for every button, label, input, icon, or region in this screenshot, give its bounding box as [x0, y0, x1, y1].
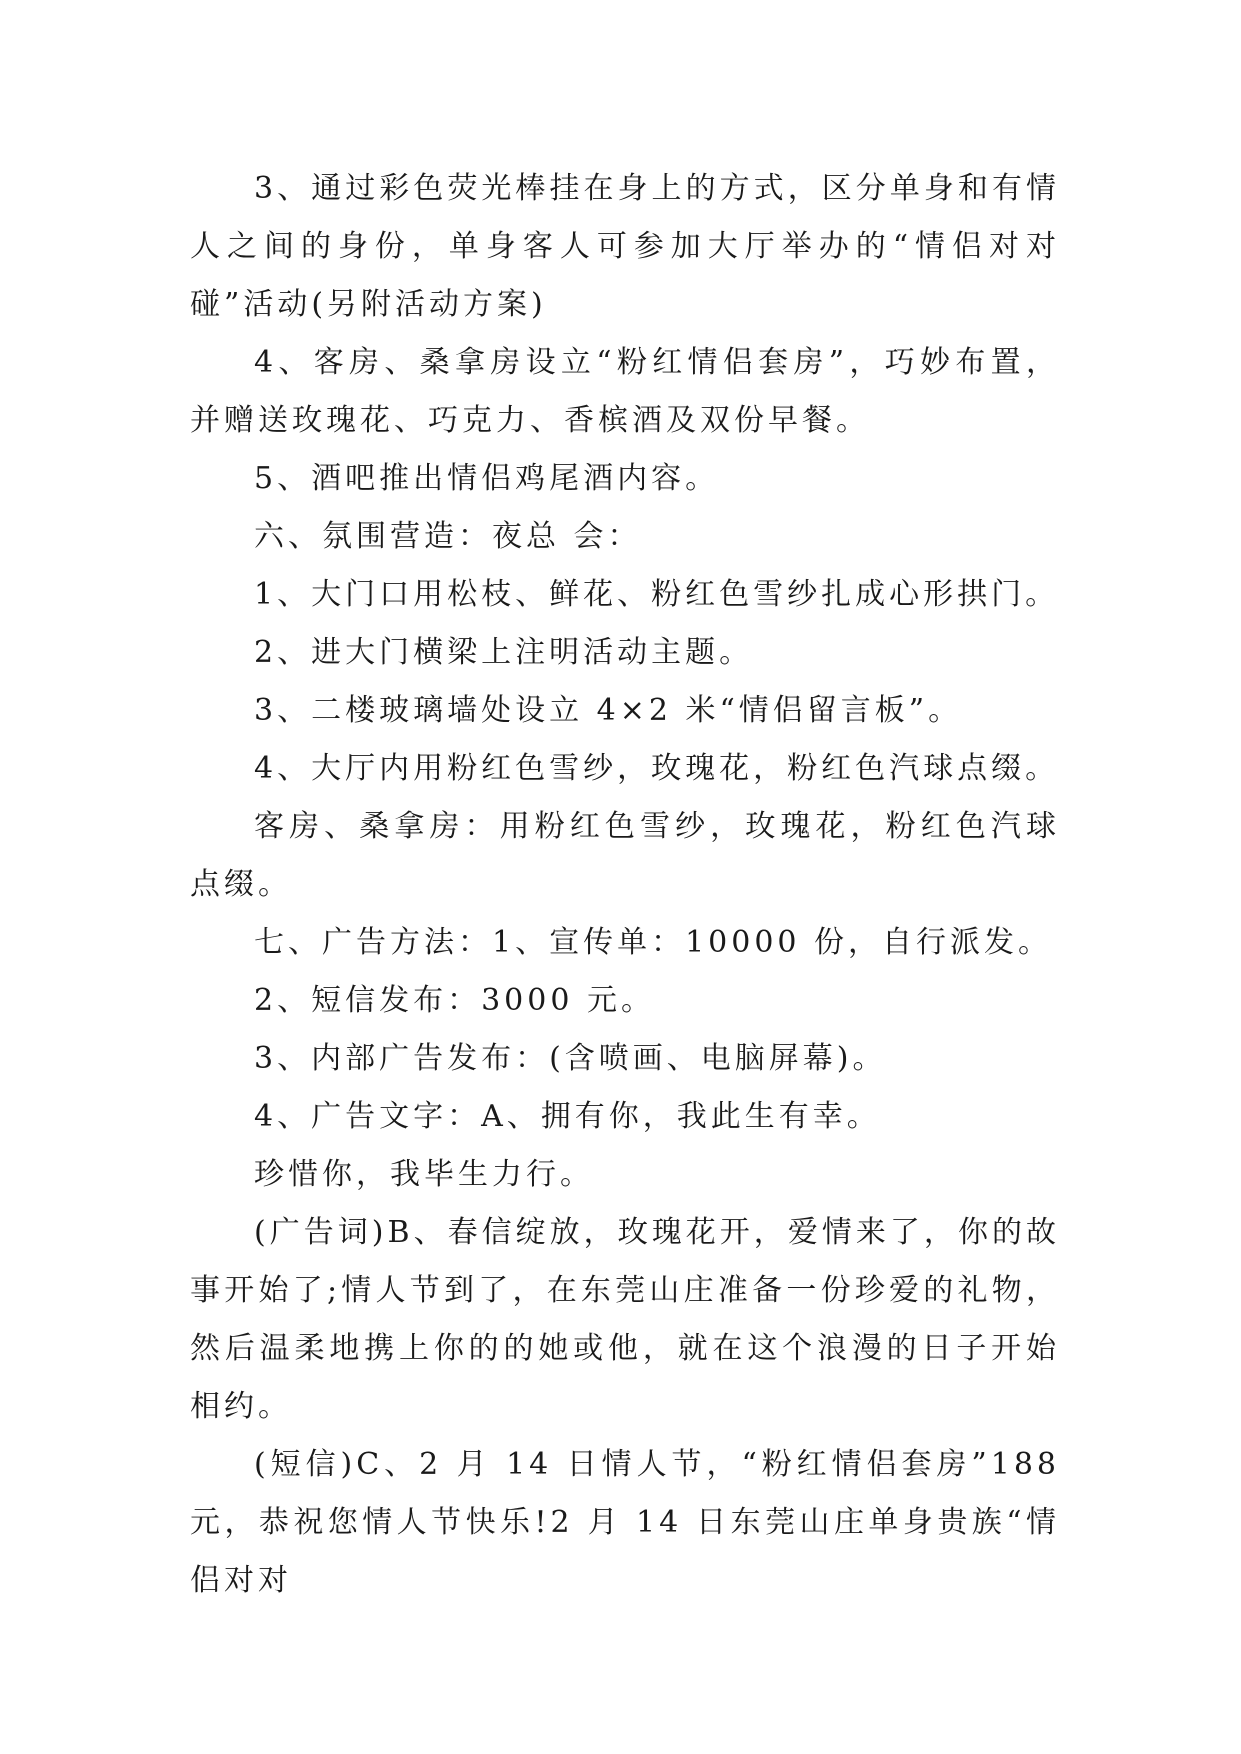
paragraph-ad-copy-a-cont: 珍惜你，我毕生力行。 [254, 1157, 594, 1192]
paragraph-gate: 1、大门口用松枝、鲜花、粉红色雪纱扎成心形拱门。 [254, 577, 1060, 612]
paragraph-hall: 4、大厅内用粉红色雪纱，玫瑰花，粉红色汽球点缀。 [254, 751, 1060, 786]
section-heading-atmosphere: 六、氛围营造：夜总 会： [254, 519, 642, 554]
paragraph-suite: 4、客房、桑拿房设立“粉红情侣套房”，巧妙布置，并赠送玫瑰花、巧克力、香槟酒及双份早餐。 [190, 345, 1060, 438]
paragraph-ad-copy-a: 4、广告文字：A、拥有你，我此生有幸。 [254, 1099, 881, 1134]
paragraph-glowstick: 3、通过彩色荧光棒挂在身上的方式，区分单身和有情人之间的身份，单身客人可参加大厅举办的“情侣对对碰”活动(另附活动方案) [190, 171, 1060, 322]
paragraph-beam: 2、进大门横梁上注明活动主题。 [254, 635, 754, 670]
paragraph-bar: 5、酒吧推出情侣鸡尾酒内容。 [254, 461, 720, 496]
body-text [190, 160, 1060, 1610]
paragraph-message-board: 3、二楼玻璃墙处设立 4×2 米“情侣留言板”。 [254, 693, 963, 728]
section-heading-advertising: 七、广告方法：1、宣传单：10000 份，自行派发。 [254, 925, 1053, 960]
paragraph-ad-copy-b: (广告词)B、春信绽放，玫瑰花开，爱情来了，你的故事开始了;情人节到了，在东莞山庄准备一份珍爱的礼物，然后温柔地携上你的的她或他，就在这个浪漫的日子开始相约。 [190, 1215, 1060, 1424]
paragraph-rooms: 客房、桑拿房：用粉红色雪纱，玫瑰花，粉红色汽球点缀。 [190, 809, 1060, 902]
paragraph-sms-copy-c: (短信)C、2 月 14 日情人节，“粉红情侣套房”188 元，恭祝您情人节快乐!2 月 14 日东莞山庄单身贵族“情侣对对 [190, 1447, 1060, 1598]
paragraph-sms: 2、短信发布：3000 元。 [254, 983, 655, 1018]
paragraph-internal-ads: 3、内部广告发布：(含喷画、电脑屏幕)。 [254, 1041, 887, 1076]
